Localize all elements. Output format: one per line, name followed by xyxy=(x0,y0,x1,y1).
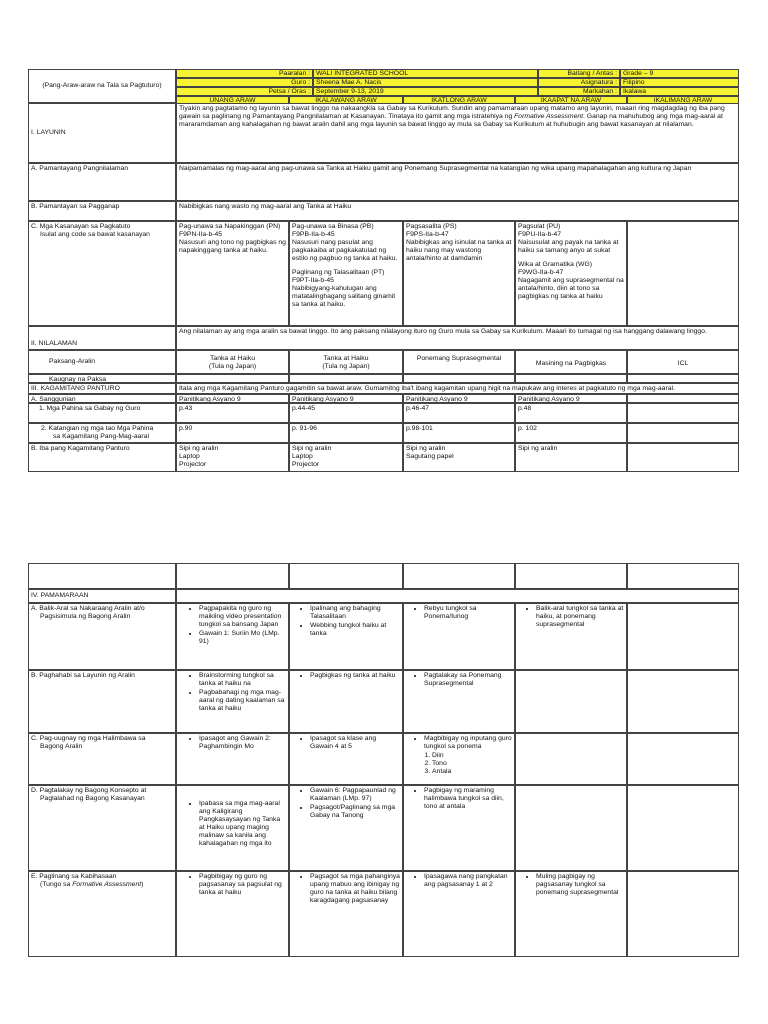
paksang-aralin-day-2: Tanka at Haiku (Tula ng Japan) xyxy=(289,350,403,374)
kaugnay-day-2 xyxy=(289,374,403,383)
kasanayan-day-4: Pagsulat (PU) F9PU-IIa-b-47 Naisusulat ang payak na tanka at haiku sa tamang anyo at sukat Wika at Gramatika (WG) F9WG-IIa-b-47 Nagagamit ang suprasegmental na antala/hinto, diin at tono sa pagbigkas ng tanka at haiku xyxy=(515,221,627,326)
pag-uugnay-day-3: • Magbibigay ng inputang guro tungkol sa ponema 1. Diin 2. Tono 3. Antala xyxy=(403,733,515,785)
paglinang-day-4: • Muling pagbigay ng pagsasanay tungkol sa ponemang suprasegmental xyxy=(515,871,627,957)
pagtalakay-label: D. Pagtalakay ng Bagong Konsepto at Paglalahad ng Bagong Kasanayan xyxy=(28,785,176,871)
paksang-aralin-label: Paksang-Aralin xyxy=(28,350,176,374)
paghahabi-day-5 xyxy=(627,670,739,733)
balik-aral-day-2: • Ipalinang ang bahaging Talasalitaan • Webbing tungkol haiku at tanka xyxy=(289,603,403,670)
blank-header-day-1 xyxy=(176,563,289,589)
kasanayan-day-5 xyxy=(627,221,739,326)
kaugnay-day-3 xyxy=(403,374,515,383)
sanggunian-day-2: Panitikang Asyano 9 xyxy=(289,394,403,403)
day-header-3: IKATLONG ARAW xyxy=(403,96,515,104)
iba-day-3: Sipi ng aralin Sagutang papel xyxy=(403,443,515,472)
pag-uugnay-day-2: • Ipasagot sa klase ang Gawain 4 at 5 xyxy=(289,733,403,785)
pangnilalaman-label: A. Pamantayang Pangnilalaman xyxy=(28,163,176,201)
guro-value: Sheena Mae A. Nacis xyxy=(313,78,538,87)
pagtalakay-day-4 xyxy=(515,785,627,871)
balik-aral-day-3: • Rebyu tungkol sa Ponema/tunog xyxy=(403,603,515,670)
gabay-day-5 xyxy=(627,403,739,423)
gabay-day-2: p.44-45 xyxy=(289,403,403,423)
kasanayan-day-2: Pag-unawa sa Binasa (PB) F9PB-IIa-b-45 Nasusuri nang pasulat ang pagkakaiba at pagkakatulad ng estilo ng pagbuo ng tanka at haiku. Paglinang ng Talasalitaan (PT) F9PT-IIa-b-45 Nabibigyang-kahulugan ang matatalinghagang salitang ginamit sa tanka at haiku. xyxy=(289,221,403,326)
asignatura-value: Filipino xyxy=(620,78,739,87)
kaugnay-day-4 xyxy=(515,374,627,383)
paksang-aralin-day-1: Tanka at Haiku (Tula ng Japan) xyxy=(176,350,289,374)
nilalaman-text: Ang nilalaman ay ang mga aralin sa bawat linggo. Ito ang paksang nilalayong ituro ng Guro mula sa Gabay sa Kurikulum. Maaari ito tumagal ng isa hanggang dalawang linggo. xyxy=(176,326,739,350)
kasanayan-day-1: Pag-unawa sa Napakinggan (PN) F9PN-IIa-b-45 Nasusuri ang tono ng pagbigkas ng napakinggang tanka at haiku. xyxy=(176,221,289,326)
petsa-label: Petsa / Oras : xyxy=(176,87,313,96)
sanggunian-day-1: Panitikang Asyano 9 xyxy=(176,394,289,403)
gabay-guro-label: 1. Mga Pahina sa Gabay ng Guro xyxy=(28,403,176,423)
blank-header-day-4 xyxy=(515,563,627,589)
blank-header-day-3 xyxy=(403,563,515,589)
gabay-day-1: p.43 xyxy=(176,403,289,423)
kaugnay-day-1 xyxy=(176,374,289,383)
iba-day-2: Sipi ng aralin Laptop Projector xyxy=(289,443,403,472)
paglinang-day-2: • Pagsagot sa mga pahanginya upang mabuo ang ibinigay ng guro na tanka at haiku bilang karagdagang pagsasanay xyxy=(289,871,403,957)
iba-pang-kagamitan-label: B. Iba pang Kagamitang Panturo xyxy=(28,443,176,472)
paghahabi-day-1: • Brainstorming tungkol sa tanka at haiku na • Pagbabahagi ng mga mag-aaral ng dating kaalaman sa tanka at haiku xyxy=(176,670,289,733)
plan-type-title: (Pang-Araw-araw na Tala sa Pagtuturo) xyxy=(28,69,176,103)
markahan-value: Ikalawa xyxy=(620,87,739,96)
kaugnay-day-5 xyxy=(627,374,739,383)
pamamaraan-span xyxy=(176,589,739,603)
paksang-aralin-day-4: Masining na Pagbigkas xyxy=(515,350,627,374)
nilalaman-label: II. NILALAMAN xyxy=(28,326,176,350)
paghahabi-label: B. Paghahabi sa Layunin ng Aralin xyxy=(28,670,176,733)
paglinang-label: E. Paglinang sa Kabihasaan (Tungo sa Formative Assessment) xyxy=(28,871,176,957)
paaralan-value: WALI INTEGRATED SCHOOL xyxy=(313,69,538,78)
kagamitan-pages-day-4: p. 102 xyxy=(515,423,627,443)
kagamitan-pages-day-1: p.90 xyxy=(176,423,289,443)
pag-uugnay-day-4 xyxy=(515,733,627,785)
paghahabi-day-3: • Pagtalakay sa Ponemang Suprasegmental xyxy=(403,670,515,733)
sanggunian-day-3: Panitikang Asyano 9 xyxy=(403,394,515,403)
paksang-aralin-day-3: Ponemang Suprasegmental xyxy=(403,350,515,374)
layunin-text: Tiyakin ang pagtatamo ng layunin sa bawat linggo na nakaangkla sa Gabay sa Kurikulum. Sundin ang pamamaraan upang matamo ang layunin, maaari ring magdagdag ng iba pang gawain sa paglinang ng Pamantayang Pangnilalaman at Kasanayan. Tinataya ito gamit ang mga istratehiya ng Formative Assessment. Ganap na mahuhubog ang mga mag-aaral at mararamdaman ang kahalagahan ng bawat aralin dahil ang mga layunin sa bawat linggo ay mula sa Gabay sa Kurikulum at huhubugin ang bawat kasanayan at nilalaman. xyxy=(176,103,739,163)
baitang-value: Grade – 9 xyxy=(620,69,739,78)
asignatura-label: Asignatura : xyxy=(538,78,620,87)
pagtalakay-day-5 xyxy=(627,785,739,871)
paglinang-day-3: • Ipasagawa nang pangkatan ang pagsasanay 1 at 2 xyxy=(403,871,515,957)
paghahabi-day-2: • Pagbigkas ng tanka at haiku xyxy=(289,670,403,733)
paglinang-day-1: • Pagbibigay ng guro ng pagsasanay sa pagsulat ng tanka at haiku xyxy=(176,871,289,957)
baitang-label: Baitang / Antas : xyxy=(538,69,620,78)
layunin-label: I. LAYUNIN xyxy=(28,103,176,163)
kagamitan-pages-day-3: p.98-101 xyxy=(403,423,515,443)
iba-day-5 xyxy=(627,443,739,472)
day-header-1: UNANG ARAW xyxy=(176,96,289,104)
kagamitan-pages-day-5 xyxy=(627,423,739,443)
day-header-2: IKALAWANG ARAW xyxy=(289,96,403,104)
petsa-value: September 9-13, 2019 xyxy=(313,87,538,96)
kagamitan-text: Itala ang mga Kagamitang Panturo gagamitin sa bawat araw. Gumamitng iba't ibang kagamitan upang higit na mapukaw ang interes at pagkatuto ng mga mag-aaral. xyxy=(176,383,739,394)
paghahabi-day-4 xyxy=(515,670,627,733)
day-header-5: IKALIMANG ARAW xyxy=(627,96,739,104)
kasanayan-label: C. Mga Kasanayan sa Pagkatuto Isulat ang code sa bawat kasanayan xyxy=(28,221,176,326)
pagtalakay-day-2: • Gawain 6: Pagpapaunlad ng Kaalaman (LMp. 97) • Pagsagot/Paglinang sa mga Gabay na Tanong xyxy=(289,785,403,871)
blank-header-label xyxy=(28,563,176,589)
iba-day-1: Sipi ng aralin Laptop Projector xyxy=(176,443,289,472)
pag-uugnay-day-5 xyxy=(627,733,739,785)
pamamaraan-label: IV. PAMAMARAAN xyxy=(28,589,176,603)
iba-day-4: Sipi ng aralin xyxy=(515,443,627,472)
sanggunian-label: A. Sanggunian xyxy=(28,394,176,403)
gabay-day-4: p.48 xyxy=(515,403,627,423)
pag-uugnay-day-1: • Ipasagot ang Gawain 2: Paghambingin Mo xyxy=(176,733,289,785)
guro-label: Guro : xyxy=(176,78,313,87)
gabay-day-3: p.46-47 xyxy=(403,403,515,423)
pagtalakay-day-3: • Pagbigay ng maraming halimbawa tungkol sa diin, tono at antala xyxy=(403,785,515,871)
day-header-4: IKAAPAT NA ARAW xyxy=(515,96,627,104)
pangnilalaman-text: Naipamamalas ng mag-aaral ang pag-unawa sa Tanka at Haiku gamit ang Ponemang Suprasegmental na katangian ng wika upang mapahalagahan ang kultura ng Japan xyxy=(176,163,739,201)
kagamitan-mag-aaral-label: 2. Katangian ng mga tao Mga Pahina sa Kagamitang Pang-Mag-aaral xyxy=(28,423,176,443)
kasanayan-day-3: Pagsasalita (PS) F9PS-IIa-b-47 Nabibigkas ang isinulat na tanka at haiku nang may wastong antala/hinto at damdamin xyxy=(403,221,515,326)
sanggunian-day-4: Panitikang Asyano 9 xyxy=(515,394,627,403)
pagganap-text: Nabibigkas nang wasto ng mag-aaral ang Tanka at Haiku xyxy=(176,201,739,221)
balik-aral-day-1: • Pagpapakita ng guro ng maikling video presentation tungkol sa bansang Japan • Gawain 1: Suriin Mo (LMp. 91) xyxy=(176,603,289,670)
markahan-label: Markahan : xyxy=(538,87,620,96)
kagamitan-pages-day-2: p. 91-96 xyxy=(289,423,403,443)
blank-header-day-5 xyxy=(627,563,739,589)
balik-aral-day-5 xyxy=(627,603,739,670)
pagganap-label: B. Pamantayan sa Pagganap xyxy=(28,201,176,221)
paksang-aralin-day-5: ICL xyxy=(627,350,739,374)
pag-uugnay-label: C. Pag-uugnay ng mga Halimbawa sa Bagong Aralin xyxy=(28,733,176,785)
blank-header-day-2 xyxy=(289,563,403,589)
balik-aral-day-4: • Balik-aral tungkol sa tanka at haiku, at ponemang suprasegmental xyxy=(515,603,627,670)
paaralan-label: Paaralan : xyxy=(176,69,313,78)
pagtalakay-day-1: • Ipabasa sa mga mag-aaral ang Kaligirang Pangkasaysayan ng Tanka at Haiku upang maging malinaw sa kanila ang kahalagahan ng mga ito xyxy=(176,785,289,871)
sanggunian-day-5 xyxy=(627,394,739,403)
kaugnay-na-paksa-label: Kaugnay na Paksa xyxy=(28,374,176,383)
paglinang-day-5 xyxy=(627,871,739,957)
balik-aral-label: A. Balik-Aral sa Nakaraang Aralin at/o Pagsisimula ng Bagong Aralin xyxy=(28,603,176,670)
kagamitan-label: III. KAGAMITANG PANTURO xyxy=(28,383,176,394)
